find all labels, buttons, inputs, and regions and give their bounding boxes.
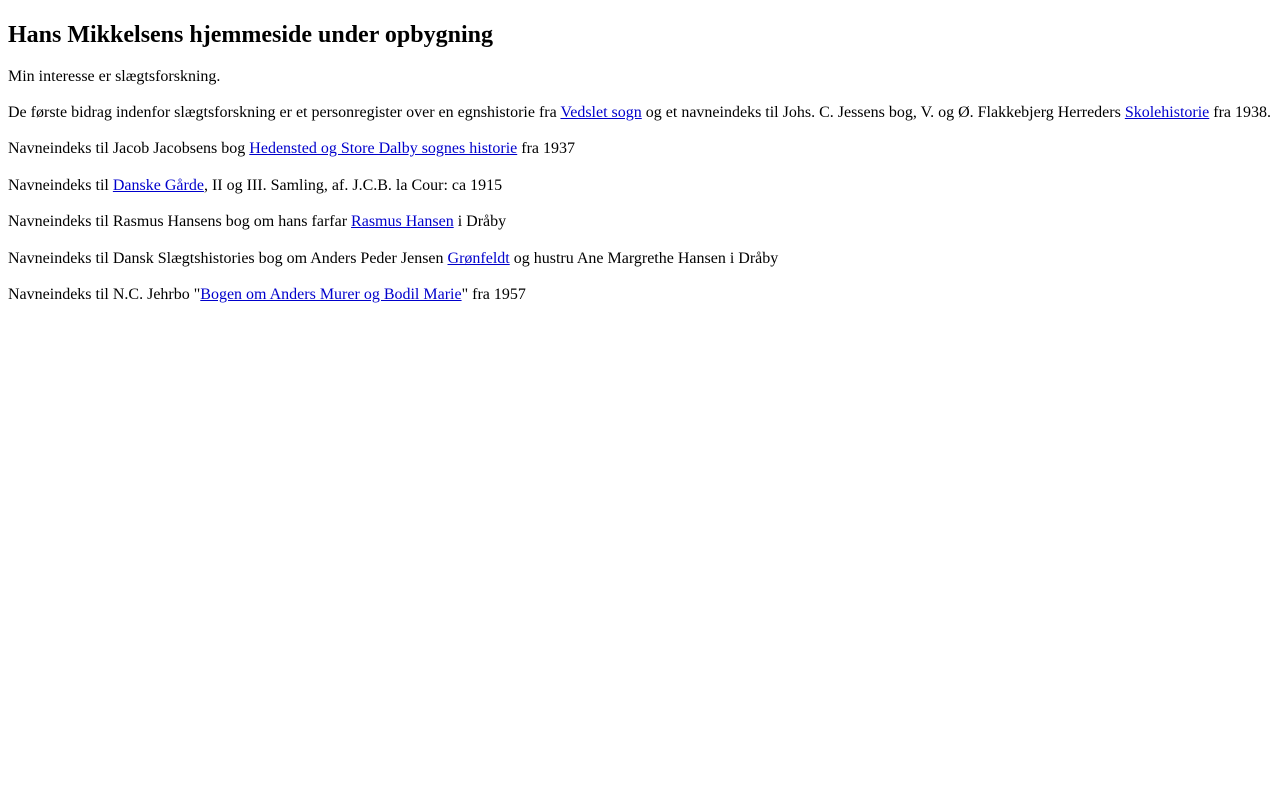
text-p-jacob-jacobsen-0: Navneindeks til Jacob Jacobsens bog [8,140,250,158]
p-danske-gaarde [8,177,1272,195]
document-page [0,0,1280,312]
link-p-danske-gaarde-1[interactable]: Danske Gårde [112,176,204,194]
text-p-gronfeldt-0: Navneindeks til Dansk Slægtshistories bog om Anders Peder Jensen [8,249,448,267]
text-p-danske-gaarde-2: , II og III. Samling, af. J.C.B. la Cour: ca 1915 [203,176,503,194]
link-p-first-contributions-1[interactable]: Vedslet sogn [560,103,642,121]
text-p-jehrbo-0: Navneindeks til N.C. Jehrbo " [8,285,201,303]
text-p-jehrbo-2: " fra 1957 [461,285,526,303]
p-jacob-jacobsen [8,140,1272,158]
paragraph-list [8,104,1272,304]
text-p-first-contributions-4: fra 1938. [1209,103,1272,121]
text-p-rasmus-hansen-0: Navneindeks til Rasmus Hansens bog om hans farfar [8,213,352,231]
link-p-gronfeldt-1[interactable]: Grønfeldt [447,249,510,267]
link-p-jacob-jacobsen-1[interactable]: Hedensted og Store Dalby sognes historie [249,140,518,158]
p-jehrbo [8,286,1272,304]
p-gronfeldt [8,250,1272,268]
text-p-danske-gaarde-0: Navneindeks til [8,176,113,194]
text-p-rasmus-hansen-2: i Dråby [453,213,507,231]
text-p-first-contributions-2: og et navneindeks til Johs. C. Jessens bog, V. og Ø. Flakkebjerg Herreders [641,103,1125,121]
link-p-jehrbo-1[interactable]: Bogen om Anders Murer og Bodil Marie [200,285,462,303]
p-first-contributions [8,104,1272,122]
intro-paragraph: Min interesse er slægtsforskning. [8,67,221,85]
page-title: Hans Mikkelsens hjemmeside under opbygning [8,22,493,48]
text-p-jacob-jacobsen-2: fra 1937 [517,140,575,158]
text-p-gronfeldt-2: og hustru Ane Margrethe Hansen i Dråby [509,249,779,267]
link-p-rasmus-hansen-1[interactable]: Rasmus Hansen [351,213,454,231]
p-rasmus-hansen [8,213,1272,231]
link-p-first-contributions-3[interactable]: Skolehistorie [1124,103,1210,121]
text-p-first-contributions-0: De første bidrag indenfor slægtsforskning er et personregister over en egnshistorie fra [8,103,561,121]
